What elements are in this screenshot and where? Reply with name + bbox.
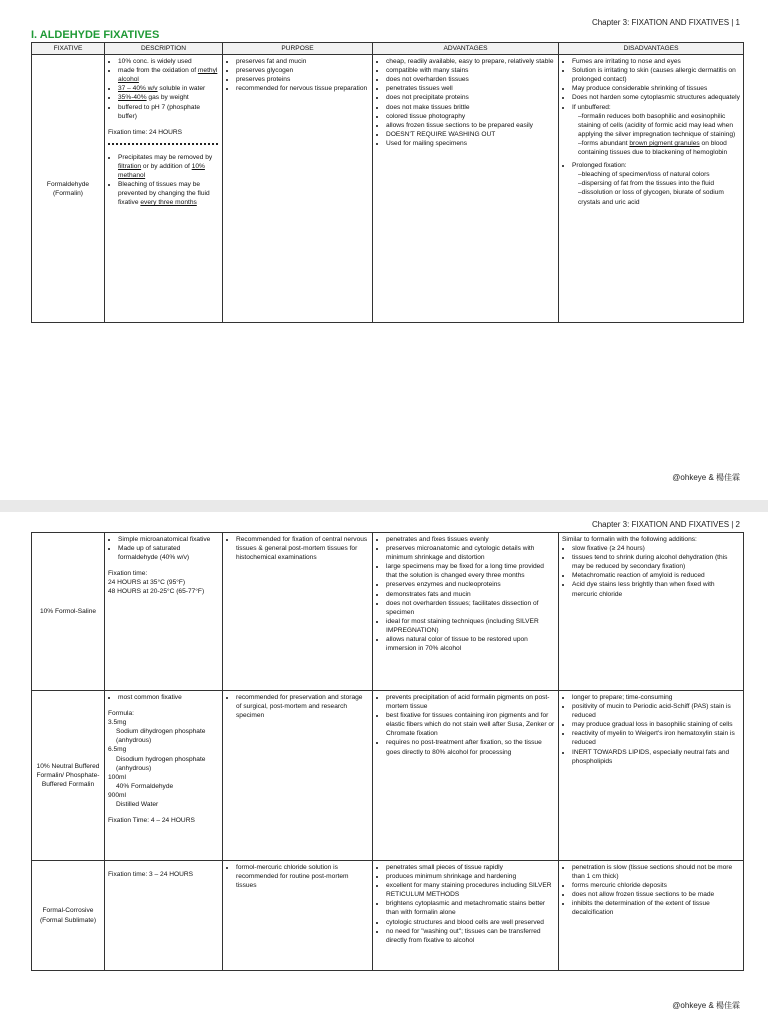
list-item: • 35%-40% gas by weight [118,93,219,102]
sub-item: – forms abundant brown pigment granules on blood containing tissues due to blackening of hemoglobin [578,139,740,157]
list-item: • 10% conc. is widely used [118,57,219,66]
list-item: • cheap, readily available, easy to prepare, relatively stable [386,57,555,66]
advantages-cell [373,533,559,691]
sub-item: – bleaching of specimen/loss of natural colors [578,170,740,179]
fixative-name: Formal-Corrosive (Formal Sublimate) [32,861,105,971]
fixation-time: Fixation time: 3 – 24 HOURS [108,871,194,878]
list-item: • Acid dye stains less brightly than when fixed with mercuric chloride [572,580,740,598]
col-header-disadvantages: DISADVANTAGES [559,43,744,55]
list-item: • Used for mailing specimens [386,139,555,148]
list-item: • does not precipitate proteins [386,93,555,102]
fixation-time: Fixation time: 24 HOURS [108,128,183,136]
list-item: • requires no post-treatment after fixation, so the tissue goes directly to 80% alcohol for processing [386,738,555,756]
text-line: Distilled Water [116,801,159,809]
fixative-table [31,42,744,323]
purpose-cell [223,533,373,691]
text-line: Formula: [108,710,135,718]
list-item: • does not allow frozen tissue sections to be made [572,890,740,899]
list-item: • produces minimum shrinkage and hardening [386,872,555,881]
purpose-cell [223,691,373,861]
disadvantages-cell [559,55,744,323]
table-row [32,861,744,971]
sub-item: – formalin reduces both basophilic and eosinophilic staining of cells (acidity of formic acid may lead when applying the silver impregnation technique of staining) [578,112,740,139]
description-cell [105,691,223,861]
list-item: • does not overharden tissues; facilitates dissection of specimen [386,599,555,617]
page-footer: @ohkeye & 楊佳霖 [672,473,740,482]
text-line: Disodium hydrogen phosphate (anhydrous) [116,755,206,772]
list-item: • Recommended for fixation of central nervous tissues & general post-mortem tissues for histochemical examinations [236,535,369,562]
list-item: • excellent for many staining procedures including SILVER RETICULUM METHODS [386,881,555,899]
fixative-name: 10% Formol-Saline [32,533,105,691]
fixative-name: Formaldehyde (Formalin) [32,55,105,323]
text-line: 48 HOURS at 20-25°C (65-77°F) [108,588,205,596]
list-item: • Bleaching of tissues may be prevented by changing the fluid fixative every three months [118,180,219,207]
list-item: • reactivity of myelin to Weigert's iron hematoxylin stain is reduced [572,729,740,747]
list-item: • best fixative for tissues containing iron pigments and for elastic fibers which do not stain well after Susa, Zenker or Chromate fixation [386,711,555,738]
list-item: • Fumes are irritating to nose and eyes [572,57,740,66]
list-item: • penetration is slow (tissue sections should not be more than 1 cm thick) [572,863,740,881]
purpose-cell [223,861,373,971]
page-1 [0,0,768,500]
page-2 [0,512,768,1024]
list-item: • Prolonged fixation: – bleaching of specimen/loss of natural colors – dispersing of fat from the tissues into the fluid – dissolution or loss of glycogen, biurate of sodium crystals and uric acid [572,161,740,206]
list-item: • preserves glycogen [236,66,369,75]
disadvantages-cell [559,691,744,861]
list-item: • preserves microanatomic and cytologic details with minimum shrinkage and distortion [386,544,555,562]
col-header-advantages: ADVANTAGES [373,43,559,55]
list-item: • brightens cytoplasmic and metachromatic stains better than with formalin alone [386,899,555,917]
fixative-name: 10% Neutral Buffered Formalin/ Phosphate-Buffered Formalin [32,691,105,861]
col-header-fixative: FIXATIVE [32,43,105,55]
table-row [32,55,744,323]
table-header-row [32,43,744,55]
description-cell [105,533,223,691]
text-line: 900ml [108,791,126,799]
list-item: • penetrates small pieces of tissue rapidly [386,863,555,872]
page-header: Chapter 3: FIXATION AND FIXATIVES | 1 [591,18,740,27]
list-item: • recommended for preservation and storage of surgical, post-mortem and research specimen [236,693,369,720]
list-item: • Does not harden some cytoplasmic structures adequately [572,93,740,102]
description-cell [105,55,223,323]
disadvantages-cell [559,533,744,691]
list-item: • colored tissue photography [386,112,555,121]
text-line: 6.5mg [108,746,127,754]
list-item: • does not overharden tissues [386,75,555,84]
list-item: • buffered to pH 7 (phosphate buffer) [118,103,219,121]
list-item: • Solution is irritating to skin (causes allergic dermatitis on prolonged contact) [572,66,740,84]
col-header-purpose: PURPOSE [223,43,373,55]
list-item: • preserves enzymes and nucleoproteins [386,580,555,589]
list-item: • does not make tissues brittle [386,103,555,112]
list-item: • no need for "washing out"; tissues can be transferred directly from fixative to alcohol [386,927,555,945]
purpose-cell [223,55,373,323]
list-item: • prevents precipitation of acid formalin pigments on post-mortem tissue [386,693,555,711]
text-line: Similar to formalin with the following additions: [562,536,697,543]
list-item: • positivity of mucin to Periodic acid-Schiff (PAS) stain is reduced [572,702,740,720]
list-item: • 37 – 40% w/v soluble in water [118,84,219,93]
list-item: • allows frozen tissue sections to be prepared easily [386,121,555,130]
disadvantages-cell [559,861,744,971]
text-line: 24 HOURS at 35°C (95°F) [108,579,186,587]
section-title: I. ALDEHYDE FIXATIVES [31,29,160,41]
advantages-cell [373,861,559,971]
page-separator [0,500,768,512]
text-line: 100ml [108,773,126,781]
fixation-time: Fixation Time: 4 – 24 HOURS [108,817,195,825]
list-item: • Made up of saturated formaldehyde (40% w/v) [118,544,219,562]
list-item: • made from the oxidation of methyl alcohol [118,66,219,84]
list-item: • forms mercuric chloride deposits [572,881,740,890]
sub-item: – dispersing of fat from the tissues into the fluid [578,179,740,188]
list-item: • formol-mercuric chloride solution is recommended for routine post-mortem tissues [236,863,369,890]
list-item: • may produce gradual loss in basophilic staining of cells [572,720,740,729]
advantages-cell [373,691,559,861]
advantages-cell [373,55,559,323]
table-row [32,533,744,691]
text-line: Sodium dihydrogen phosphate (anhydrous) [116,728,206,745]
fixative-table-continued [31,532,744,971]
description-cell [105,861,223,971]
list-item: • Metachromatic reaction of amyloid is reduced [572,571,740,580]
text-line: 40% Formaldehyde [116,782,174,790]
list-item: • DOESN'T REQUIRE WASHING OUT [386,130,555,139]
list-item: • ideal for most staining techniques (including SILVER IMPREGNATION) [386,617,555,635]
text-line: Fixation time: [108,570,148,578]
list-item: • most common fixative [118,693,219,702]
list-item: • INERT TOWARDS LIPIDS, especially neutral fats and phospholipids [572,748,740,766]
list-item: • cytologic structures and blood cells are well preserved [386,918,555,927]
list-item: • preserves fat and mucin [236,57,369,66]
page-footer: @ohkeye & 楊佳霖 [672,1001,740,1010]
list-item: • penetrates tissues well [386,84,555,93]
list-item: • slow fixative (≥ 24 hours) [572,544,740,553]
list-item: • longer to prepare; time-consuming [572,693,740,702]
list-item: • preserves proteins [236,75,369,84]
list-item: • recommended for nervous tissue preparation [236,84,369,93]
list-item: • inhibits the determination of the extent of tissue decalcification [572,899,740,917]
page-header: Chapter 3: FIXATION AND FIXATIVES | 2 [591,520,740,529]
list-item: • demonstrates fats and mucin [386,590,555,599]
list-item: • compatible with many stains [386,66,555,75]
list-item: • allows natural color of tissue to be restored upon immersion in 70% alcohol [386,635,555,653]
col-header-description: DESCRIPTION [105,43,223,55]
dotted-divider [108,143,218,145]
list-item: • Precipitates may be removed by filtration or by addition of 10% methanol [118,153,219,180]
table-row [32,691,744,861]
text-line: 3.5mg [108,719,127,727]
list-item: • Simple microanatomical fixative [118,535,219,544]
list-item: • large specimens may be fixed for a long time provided that the solution is changed every three months [386,562,555,580]
list-item: • If unbuffered: – formalin reduces both basophilic and eosinophilic staining of cells (acidity of formic acid may lead when applying the silver impregnation technique of staining) – forms abundant brown pigment granules on blood containing tissues due to blackening of hemoglobin [572,103,740,158]
list-item: • May produce considerable shrinking of tissues [572,84,740,93]
list-item: • tissues tend to shrink during alcohol dehydration (this may be reduced by secondary fixation) [572,553,740,571]
list-item: • penetrates and fixes tissues evenly [386,535,555,544]
sub-item: – dissolution or loss of glycogen, biurate of sodium crystals and uric acid [578,188,740,206]
